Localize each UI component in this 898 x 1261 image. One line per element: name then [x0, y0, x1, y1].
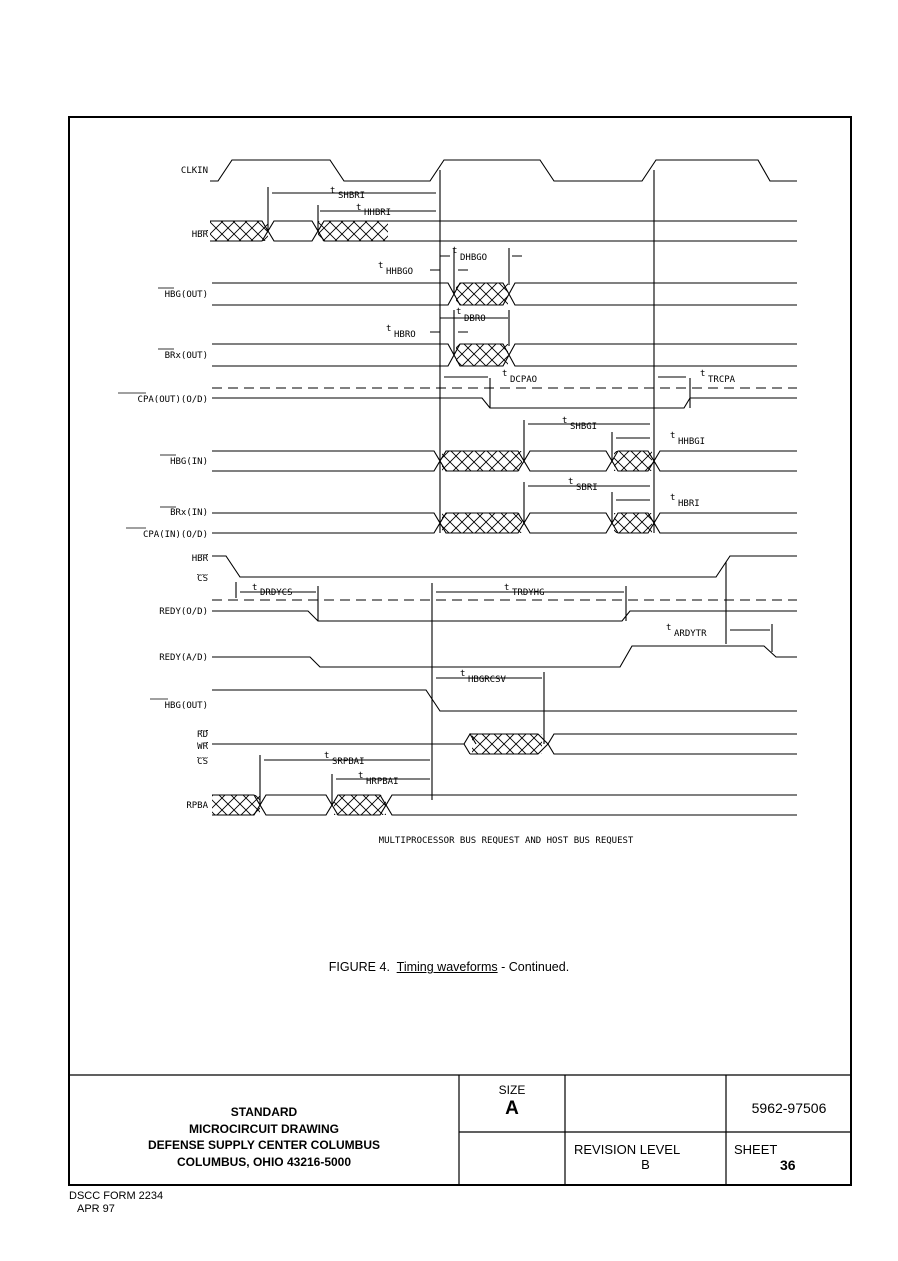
hbg-in-waveform: [212, 451, 797, 471]
svg-text:t: t: [330, 186, 336, 196]
svg-text:t: t: [356, 203, 362, 213]
title-line-3: DEFENSE SUPPLY CENTER COLUMBUS: [147, 1138, 381, 1152]
svg-text:t: t: [670, 431, 676, 441]
hbr-waveform: [210, 221, 797, 241]
revision-label: REVISION LEVEL: [574, 1142, 681, 1157]
svg-text:t: t: [252, 583, 258, 593]
timing-sbri: SBRI: [576, 483, 598, 493]
sheet-value: 36: [780, 1157, 796, 1173]
timing-hbri: HBRI: [678, 499, 700, 509]
timing-srpbai: SRPBAI: [332, 757, 365, 767]
timing-shbgi: SHBGI: [570, 422, 598, 432]
svg-text:t: t: [700, 369, 706, 379]
signal-label-cs: CS: [197, 574, 208, 584]
signal-label-rpba: RPBA: [186, 801, 208, 811]
signal-label-hbg-in: HBG(IN): [170, 457, 208, 467]
signal-label-wr: WR: [197, 742, 208, 752]
signal-label-hbg-out: HBG(OUT): [164, 290, 208, 300]
rd-wr-cs-waveform: [212, 734, 797, 754]
hbg-out2-waveform: [212, 690, 797, 711]
figure-caption: [0, 960, 898, 974]
svg-text:t: t: [502, 369, 508, 379]
svg-text:t: t: [562, 416, 568, 426]
timing-trcpa: TRCPA: [708, 375, 736, 385]
timing-ardytr: ARDYTR: [674, 629, 707, 639]
figure-label: FIGURE 4.: [328, 960, 390, 974]
timing-drdycs: DRDYCS: [260, 588, 293, 598]
hbg-out-waveform: [212, 283, 797, 305]
signal-label-brx-in: BRx(IN): [170, 508, 208, 518]
svg-text:t: t: [456, 307, 462, 317]
svg-text:t: t: [378, 261, 384, 271]
signal-label-redy-od: REDY(O/D): [159, 607, 208, 617]
rpba-waveform: [212, 795, 797, 815]
clkin-waveform: [210, 160, 797, 181]
svg-text:t: t: [324, 751, 330, 761]
hbr-cs-waveform: [212, 556, 797, 577]
signal-label-cs2: CS: [197, 757, 208, 767]
timing-hhbri: HHBRI: [364, 208, 392, 218]
signal-label-hbg-out2: HBG(OUT): [164, 701, 208, 711]
signal-label-hbr: HBR: [191, 230, 208, 240]
timing-hrpbai: HRPBAI: [366, 777, 399, 787]
timing-hbgrcsv: HBGRCSV: [468, 675, 506, 685]
signal-label-cpa-out: CPA(OUT)(O/D): [137, 395, 208, 405]
drawing-number: 5962-97506: [751, 1100, 827, 1116]
timing-hhbgi: HHBGI: [678, 437, 706, 447]
signal-label-clkin: CLKIN: [180, 166, 208, 176]
title-block-agency: [69, 1104, 459, 1170]
diagram-subtitle: MULTIPROCESSOR BUS REQUEST AND HOST BUS REQUEST: [378, 836, 634, 846]
signal-label-cpa-in: CPA(IN)(O/D): [142, 530, 208, 540]
brx-in-waveform: [212, 513, 797, 533]
sheet-label: SHEET: [734, 1142, 778, 1157]
svg-text:t: t: [666, 623, 672, 633]
title-line-1: STANDARD: [230, 1105, 298, 1119]
svg-text:t: t: [460, 669, 466, 679]
signal-label-redy-ad: REDY(A/D): [159, 653, 208, 663]
revision-value: B: [641, 1157, 650, 1172]
form-number: DSCC FORM 2234: [69, 1190, 164, 1202]
size-value: A: [505, 1098, 519, 1119]
svg-text:t: t: [386, 324, 392, 334]
timing-dcpao: DCPAO: [510, 375, 538, 385]
svg-text:t: t: [568, 477, 574, 487]
svg-text:t: t: [504, 583, 510, 593]
title-line-4: COLUMBUS, OHIO 43216-5000: [176, 1154, 352, 1169]
timing-dbro: DBRO: [464, 314, 486, 324]
cpa-out-waveform: [212, 398, 797, 408]
svg-text:t: t: [358, 771, 364, 781]
redy-od-waveform: [212, 611, 797, 621]
redy-ad-waveform: [212, 646, 797, 667]
brx-out-waveform: [212, 344, 797, 366]
figure-suffix: - Continued.: [497, 960, 570, 974]
signal-label-hbr2: HBR: [191, 554, 208, 564]
signal-label-rd: RD: [197, 730, 208, 740]
figure-link: Timing waveforms: [396, 960, 498, 974]
form-date: APR 97: [77, 1203, 115, 1215]
timing-shbri: SHBRI: [338, 191, 366, 201]
title-line-2: MICROCIRCUIT DRAWING: [189, 1121, 339, 1136]
signal-label-brx-out: BRx(OUT): [164, 351, 208, 361]
timing-hbro: HBRO: [394, 330, 416, 340]
timing-trdyhg: TRDYHG: [512, 588, 545, 598]
size-label: SIZE: [498, 1083, 526, 1097]
svg-text:t: t: [670, 493, 676, 503]
timing-dhbgo: DHBGO: [460, 253, 488, 263]
svg-text:t: t: [452, 246, 458, 256]
timing-hhbgo: HHBGO: [386, 267, 414, 277]
form-footer: [69, 1190, 163, 1216]
